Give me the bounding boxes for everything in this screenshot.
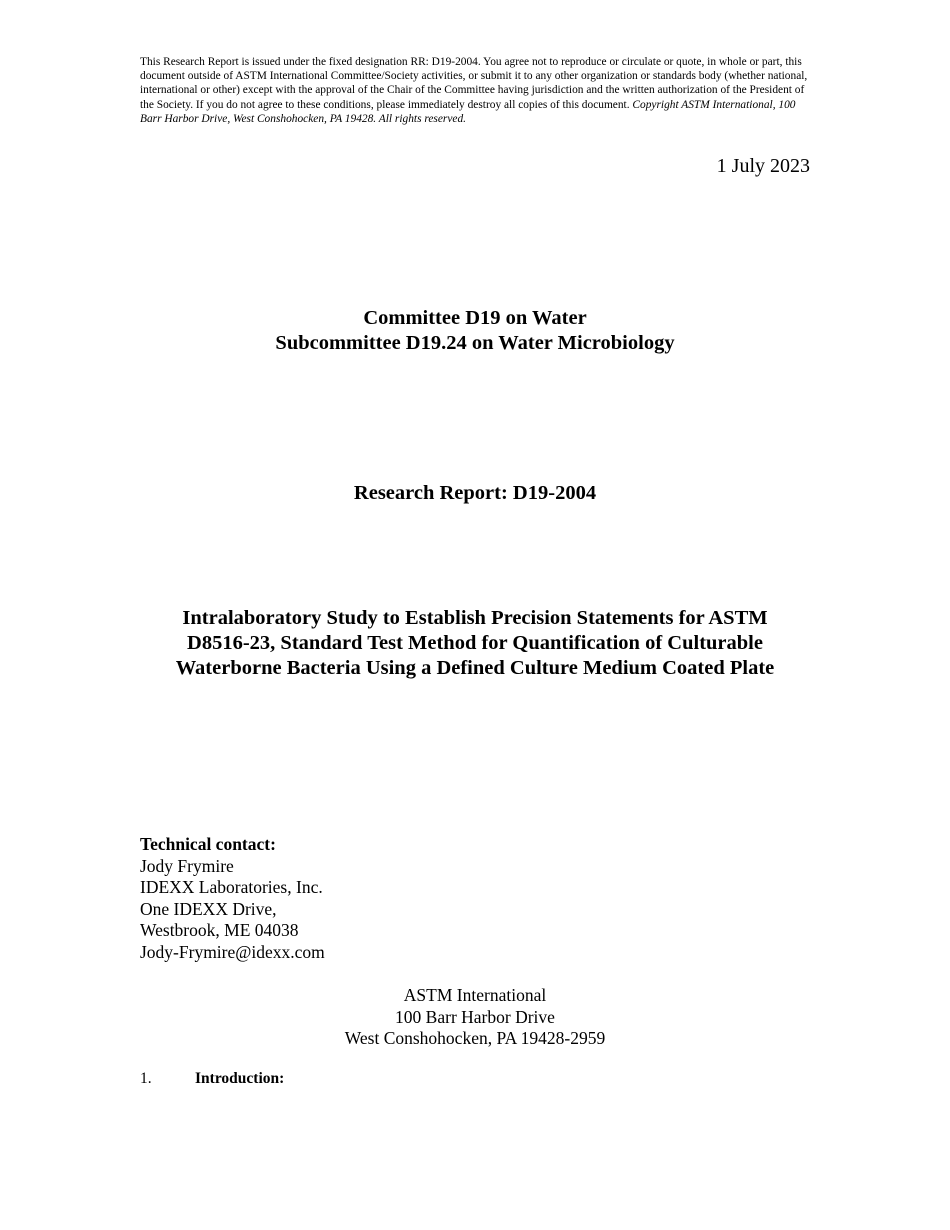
contact-organization: IDEXX Laboratories, Inc. [140,877,323,898]
report-date: 1 July 2023 [716,155,810,177]
astm-address [140,985,810,1050]
committee-block [140,306,810,356]
copyright-notice: Copyright ASTM International, 100 Barr Harbor Drive, West Conshohocken, PA 19428. All rights reserved. [140,98,796,125]
report-designation: Research Report: D19-2004 [353,482,597,504]
contact-name: Jody Frymire [140,855,234,876]
section-number: 1. [140,1070,152,1087]
study-title-line-1: Intralaboratory Study to Establish Precision Statements for ASTM [182,607,768,629]
technical-contact [140,834,325,964]
astm-street: 100 Barr Harbor Drive [395,1006,555,1027]
usage-notice [140,55,812,126]
section-heading: Introduction: [195,1070,285,1087]
study-title-line-3: Waterborne Bacteria Using a Defined Culture Medium Coated Plate [175,657,775,679]
contact-email: Jody-Frymire@idexx.com [140,941,325,962]
study-title [140,606,810,681]
technical-contact-label: Technical contact: [140,834,276,854]
study-title-line-2: D8516-23, Standard Test Method for Quantification of Culturable [187,632,763,654]
astm-city: West Conshohocken, PA 19428-2959 [344,1028,606,1049]
contact-city: Westbrook, ME 04038 [140,920,299,941]
astm-name: ASTM International [403,985,547,1005]
usage-notice-text: This Research Report is issued under the fixed designation RR: D19-2004. You agree not to reproduce or circulate or quote, in whole or part, this document outside of ASTM International Committee/Society activities, or submit it to any other organization or standards body (whether national, international or other) except with the approval of the Chair of the Committee having jurisdiction and the written authorization of the President of the Society. If you do not agree to these conditions, please immediately destroy all copies of this document. [140,56,808,111]
contact-street: One IDEXX Drive, [140,898,277,919]
subcommittee-name: Subcommittee D19.24 on Water Microbiology [275,332,675,354]
section-introduction [140,1069,284,1089]
committee-name: Committee D19 on Water [363,307,587,329]
